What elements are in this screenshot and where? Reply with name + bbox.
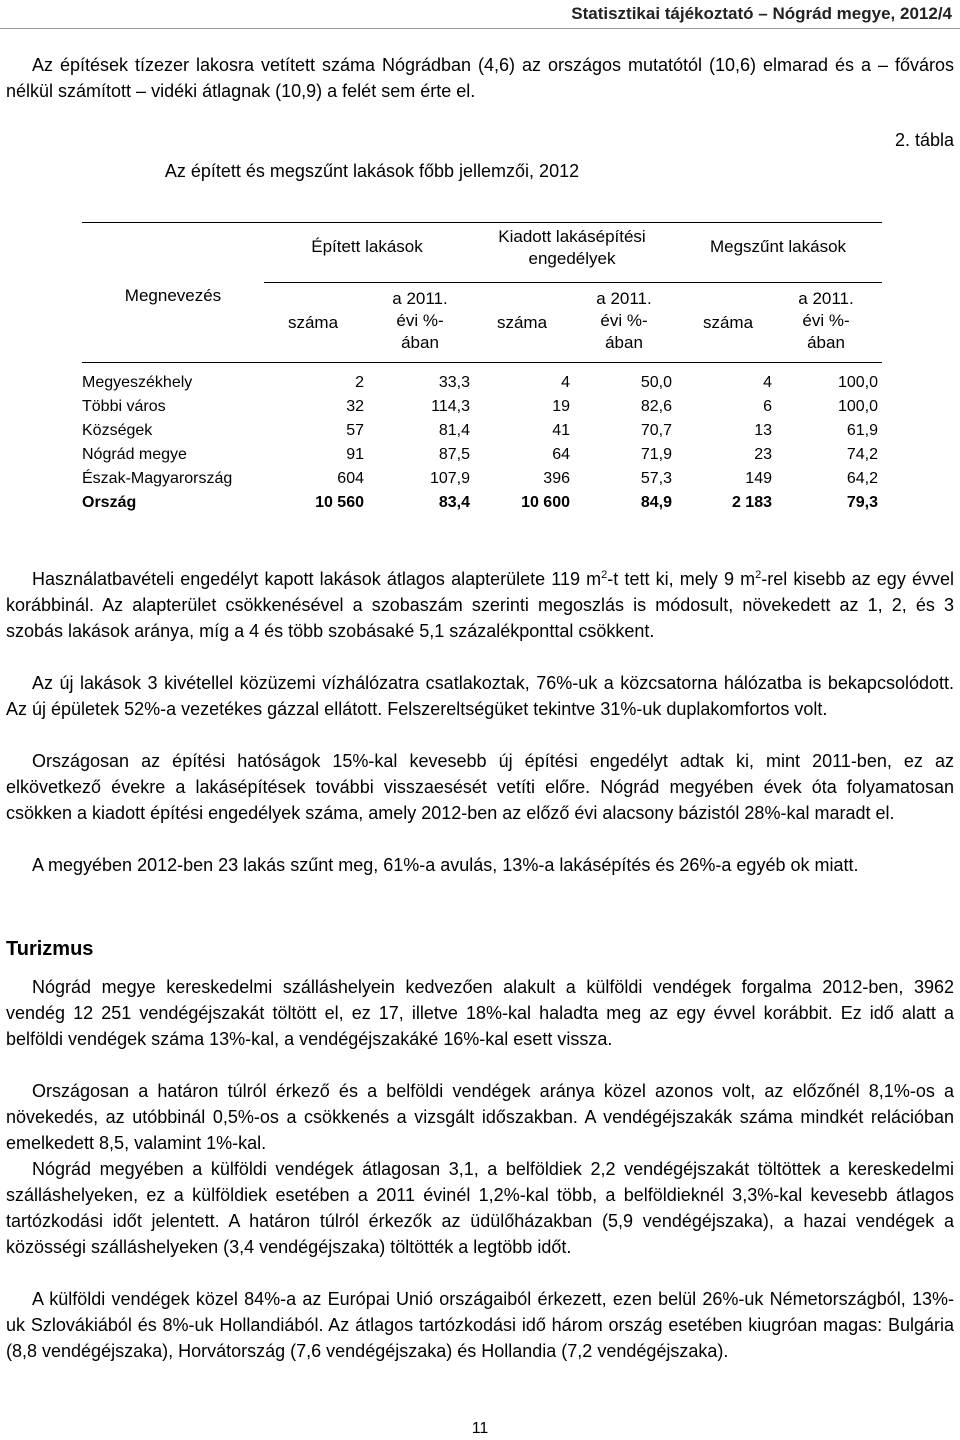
table-cell: 64,2 <box>846 470 878 487</box>
table-cell: 2 183 <box>731 494 772 511</box>
table-cell: 100,0 <box>837 398 878 415</box>
paragraph-demolished: A megyében 2012-ben 23 lakás szűnt meg, 61%-a avulás, 13%-a lakásépítés és 26%-a egyéb ok miatt. <box>32 855 859 875</box>
paragraph-floor-area: Használatbavételi engedélyt kapott lakások átlagos alapterülete 119 $m^2-t$ tett ki, mely 9 $m^2$-rel kisebb az egy évvel korábbinál. Az alapterület csökkenésével a szobaszám szerinti megoszlás is módosult, növekedett az 1, 2, és 3 szobás lakások aránya, míg a 4 és több szobásaké 5,1 százalékponttal csökkent. <box>6 569 954 641</box>
sub-header-count-demolished: száma <box>702 313 754 332</box>
section-title-tourism: Turizmus <box>6 938 94 960</box>
sub-header-pct-demolished: a 2011. évi %- ában <box>798 289 854 352</box>
table-cell: 70,7 <box>640 422 672 439</box>
table-cell: 61,9 <box>846 422 878 439</box>
table-cell: 4 <box>561 374 570 391</box>
paragraph-tourism-3: Nógrád megyében a külföldi vendégek átlagosan 3,1, a belföldiek 2,2 vendégéjszakát töltöttek a kereskedelmi szálláshelyeken, ez a külföldiek esetében a 2011 évinél 1,2%-kal több, a belföldieknél 3,3%-kal kevesebb átlagos tartózkodási időt jelentett. A határon túlról érkezők az üdülőházakban (5,9 vendégéjszaka), a hazai vendégek a közösségi szálláshelyeken (3,4 vendégéjszaka) töltötték a legtöbb időt. <box>6 1159 954 1257</box>
row-name: Észak-Magyarország <box>82 470 233 487</box>
table-cell: 83,4 <box>438 494 470 511</box>
table-cell: 33,3 <box>438 374 470 391</box>
table-cell: 149 <box>745 470 772 487</box>
row-header: Megnevezés <box>124 286 222 305</box>
paragraph-permits: Országosan az építési hatóságok 15%-kal kevesebb új építési engedélyt adtak ki, mint 2011-ben, ez az elkövetkező évekre a lakásépítések további visszaesését vetíti előre. Nógrád megyében évek óta folyamatosan csökken a kiadott építési engedélyek száma, amely 2012-ben az előző évi alacsony bázistól 28%-kal maradt el. <box>6 751 954 823</box>
table-title: Az épített és megszűnt lakások főbb jellemzői, 2012 <box>164 161 580 181</box>
row-name: Ország <box>82 494 137 511</box>
table-row <box>82 467 878 491</box>
table-top-rule <box>82 222 882 223</box>
running-header: Statisztikai tájékoztató – Nógrád megye, 2012/4 <box>571 4 952 23</box>
table-cell: 81,4 <box>438 422 470 439</box>
row-name: Községek <box>82 422 153 439</box>
table-cell: 23 <box>754 446 772 463</box>
table-cell: 79,3 <box>846 494 878 511</box>
paragraph-tourism-4: A külföldi vendégek közel 84%-a az Európai Unió országaiból érkezett, ezen belül 26%-uk Németországból, 13%-uk Szlovákiából és 8%-uk Hollandiából. Az átlagos tartózkodási idő három ország esetében kiugróan magas: Bulgária (8,8 vendégéjszaka), Horvátország (7,6 vendégéjszaka) és Hollandia (7,2 vendégéjszaka). <box>6 1289 954 1361</box>
table-label: 2. tábla <box>894 130 954 150</box>
group-header-permits: Kiadott lakásépítési engedélyek <box>498 227 646 268</box>
group-header-demolished: Megszűnt lakások <box>709 237 847 256</box>
sub-header-pct-built: a 2011. évi %- ában <box>392 289 448 352</box>
row-name: Többi város <box>82 398 166 415</box>
header-rule <box>0 28 960 29</box>
sub-header-count-built: száma <box>287 313 339 332</box>
table-cell: 100,0 <box>837 374 878 391</box>
table-cell: 57,3 <box>640 470 672 487</box>
table-row <box>82 491 878 515</box>
table-cell: 82,6 <box>640 398 672 415</box>
page-number: 11 <box>471 1420 489 1437</box>
row-name: Megyeszékhely <box>82 374 193 391</box>
table-cell: 64 <box>552 446 570 463</box>
table-group-rule <box>264 282 882 283</box>
table-cell: 50,0 <box>640 374 672 391</box>
paragraph-tourism-1: Nógrád megye kereskedelmi szálláshelyein kedvezően alakult a külföldi vendégek forgalma 2012-ben, 3962 vendég 12 251 vendégéjszakát töltött el, ez 17, illetve 18%-kal haladta meg az egy évvel korábbit. Ez idő alatt a belföldi vendégek száma 13%-kal, a vendégéjszakáké 16%-kal esett vissza. <box>6 977 954 1049</box>
paragraph-utilities: Az új lakások 3 kivétellel közüzemi vízhálózatra csatlakoztak, 76%-uk a közcsatorna hálózatba is bekapcsolódott. Az új épületek 52%-a vezetékes gázzal ellátott. Felszereltségüket tekintve 31%-uk duplakomfortos volt. <box>6 673 954 719</box>
table-cell: 4 <box>763 374 772 391</box>
table-header-bottom-rule <box>82 362 882 363</box>
table-cell: 6 <box>763 398 772 415</box>
sub-header-pct-permits: a 2011. évi %- ában <box>596 289 652 352</box>
table-cell: 84,9 <box>640 494 672 511</box>
paragraph-tourism-2: Országosan a határon túlról érkező és a belföldi vendégek aránya közel azonos volt, az előzőnél 8,1%-os a növekedés, az utóbbinál 0,5%-os a csökkenés a vizsgált időszakban. A vendégéjszakák száma mindkét relációban emelkedett 8,5, valamint 1%-kal. <box>6 1081 954 1153</box>
row-name: Nógrád megye <box>82 446 187 463</box>
table-cell: 13 <box>754 422 772 439</box>
table-cell: 10 600 <box>521 494 570 511</box>
group-header-built: Épített lakások <box>311 237 423 256</box>
table-cell: 107,9 <box>429 470 470 487</box>
table-cell: 87,5 <box>438 446 470 463</box>
table-cell: 32 <box>346 398 364 415</box>
table-row <box>82 443 878 467</box>
table-cell: 2 <box>355 374 364 391</box>
table-row <box>82 371 878 395</box>
table-cell: 41 <box>552 422 570 439</box>
intro-paragraph: Az építések tízezer lakosra vetített száma Nógrádban (4,6) az országos mutatótól (10,6) elmarad és a – főváros nélkül számított – vidéki átlagnak (10,9) a felét sem érte el. <box>6 55 954 101</box>
table-row <box>82 419 878 443</box>
table-cell: 604 <box>337 470 364 487</box>
table-cell: 74,2 <box>846 446 878 463</box>
table-cell: 19 <box>552 398 570 415</box>
table-row <box>82 395 878 419</box>
table-cell: 10 560 <box>315 494 364 511</box>
table-cell: 91 <box>346 446 364 463</box>
table-cell: 71,9 <box>640 446 672 463</box>
sub-header-count-permits: száma <box>496 313 548 332</box>
table-cell: 114,3 <box>431 398 470 415</box>
table-cell: 57 <box>346 422 364 439</box>
table-cell: 396 <box>543 470 570 487</box>
